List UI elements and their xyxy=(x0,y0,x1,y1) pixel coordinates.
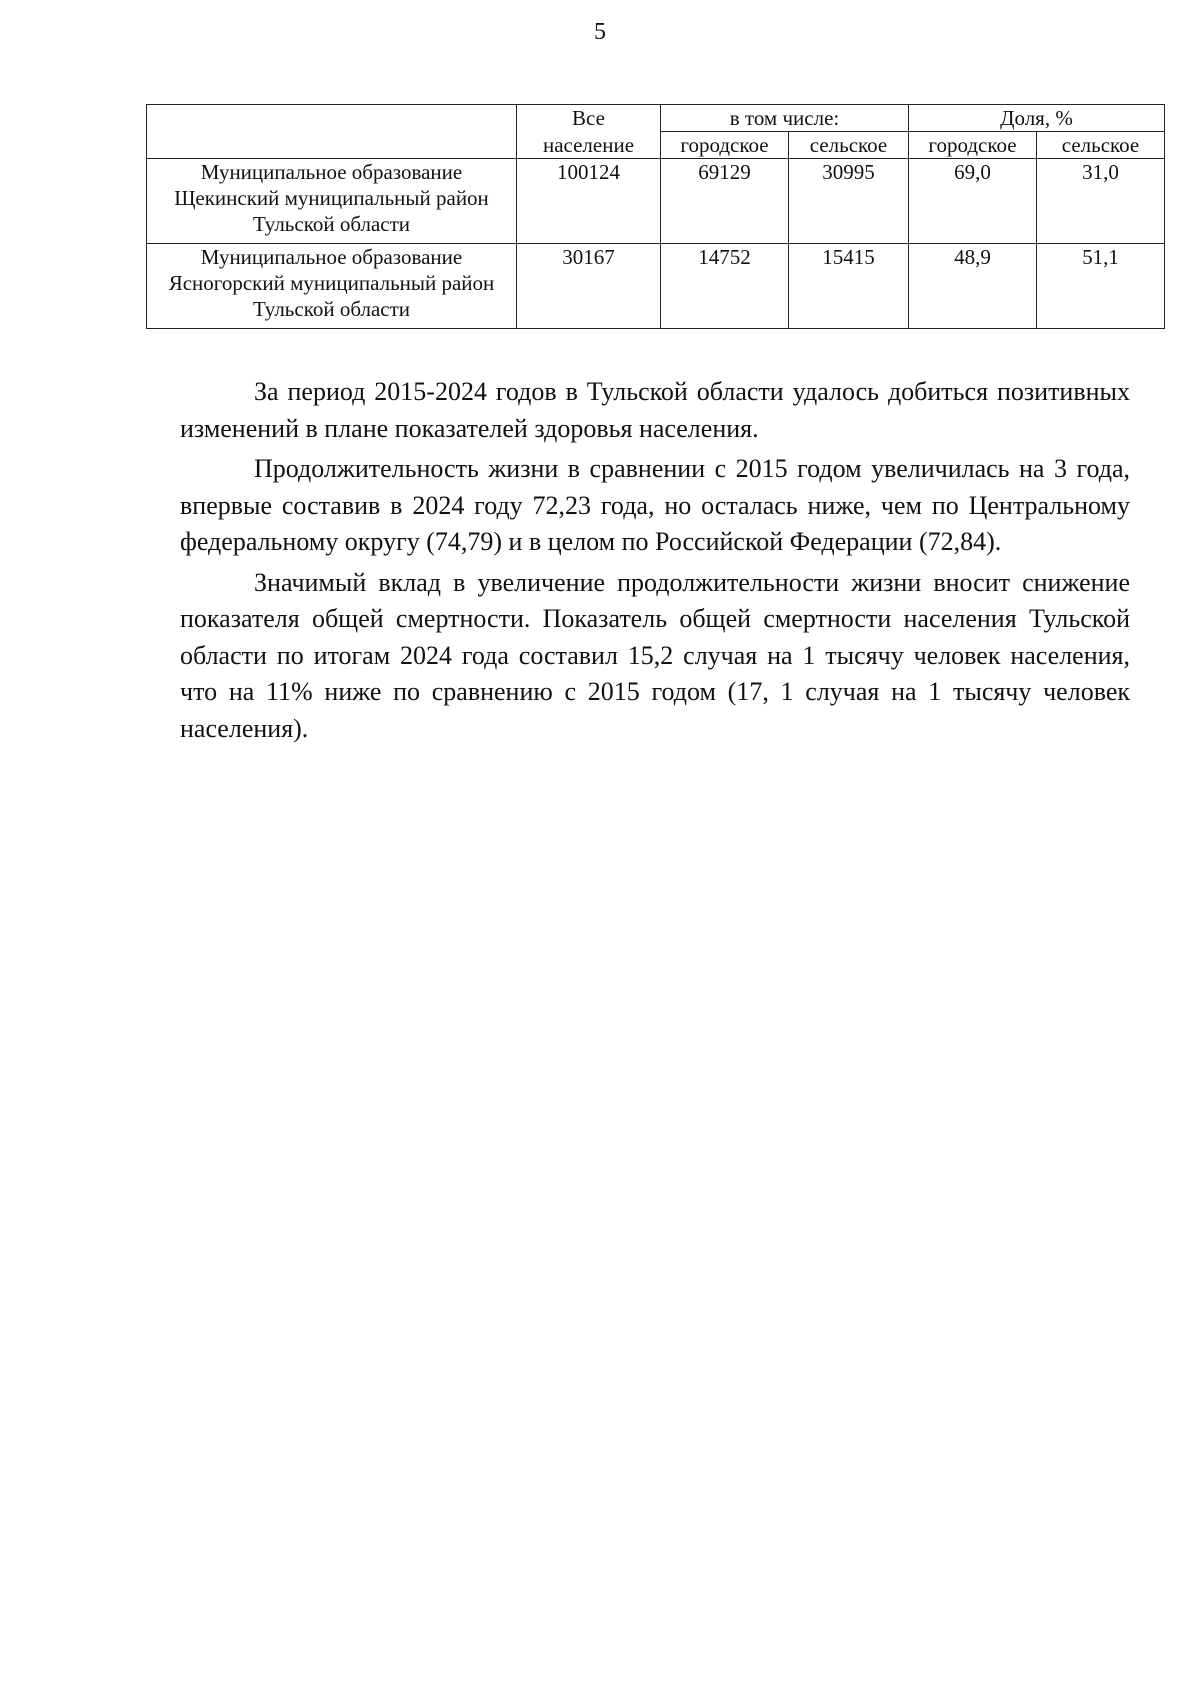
header-incl-rural: сельское xyxy=(789,132,909,159)
row-urban: 14752 xyxy=(661,244,789,329)
header-all-population-line1: Все xyxy=(517,105,661,132)
table-row xyxy=(147,244,1165,329)
row-rural: 15415 xyxy=(789,244,909,329)
header-share-rural: сельское xyxy=(1037,132,1165,159)
row-name: Муниципальное образование Ясногорский муниципальный район Тульской области xyxy=(147,244,517,329)
row-rural-share: 51,1 xyxy=(1037,244,1165,329)
paragraph: За период 2015-2024 годов в Тульской области удалось добиться позитивных изменений в плане показателей здоровья населения. xyxy=(180,377,1130,443)
header-empty-cell xyxy=(147,105,517,132)
header-incl-urban: городское xyxy=(661,132,789,159)
row-rural: 30995 xyxy=(789,159,909,244)
header-share-urban: городское xyxy=(909,132,1037,159)
row-name: Муниципальное образование Щекинский муниципальный район Тульской области xyxy=(147,159,517,244)
paragraph: Значимый вклад в увеличение продолжительности жизни вносит снижение показателя общей смертности. Показатель общей смертности населения Тульской области по итогам 2024 года составил 15,2 случая на 1 тысячу человек населения, что на 11% ниже по сравнению с 2015 годом (17, 1 случая на 1 тысячу человек населения). xyxy=(180,567,1130,743)
table-header-row-2 xyxy=(147,132,1165,159)
row-urban-share: 69,0 xyxy=(909,159,1037,244)
row-total: 30167 xyxy=(517,244,661,329)
header-including: в том числе: xyxy=(661,105,909,132)
header-all-population-line2: население xyxy=(517,132,661,159)
row-urban-share: 48,9 xyxy=(909,244,1037,329)
table-row xyxy=(147,159,1165,244)
population-table xyxy=(146,104,1165,329)
body-text xyxy=(180,374,1130,751)
header-share: Доля, % xyxy=(909,105,1165,132)
table-header-row-1 xyxy=(147,105,1165,132)
row-rural-share: 31,0 xyxy=(1037,159,1165,244)
header-empty-cell-2 xyxy=(147,132,517,159)
page-number: 5 xyxy=(594,19,606,45)
row-urban: 69129 xyxy=(661,159,789,244)
paragraph: Продолжительность жизни в сравнении с 2015 годом увеличилась на 3 года, впервые составив в 2024 году 72,23 года, но осталась ниже, чем по Центральному федеральному округу (74,79) и в целом по Российской Федерации (72,84). xyxy=(180,454,1130,556)
row-total: 100124 xyxy=(517,159,661,244)
